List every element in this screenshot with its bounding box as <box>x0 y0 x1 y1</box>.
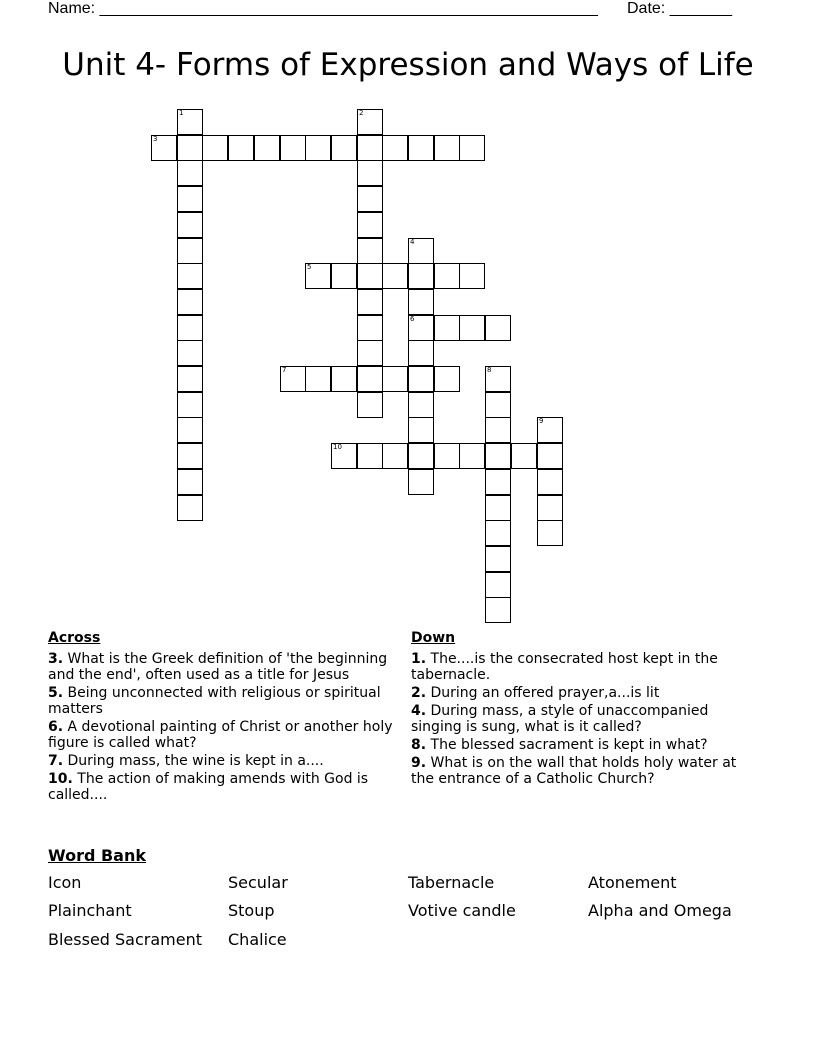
date-line: Date: _______ <box>627 0 732 17</box>
crossword-cell[interactable] <box>459 315 485 341</box>
clue-number: 3. <box>48 651 64 667</box>
crossword-cell[interactable] <box>382 443 408 469</box>
crossword-cell[interactable] <box>537 417 563 443</box>
clue-number: 10 <box>333 443 342 451</box>
word-bank-item: Alpha and Omega <box>588 901 732 920</box>
crossword-cell[interactable] <box>177 135 203 161</box>
word-bank-item: Tabernacle <box>408 873 495 892</box>
crossword-cell[interactable] <box>331 366 357 392</box>
crossword-cell[interactable] <box>459 443 485 469</box>
crossword-cell[interactable] <box>305 135 331 161</box>
clue-number: 6. <box>48 719 64 735</box>
clue-number: 4. <box>411 703 427 719</box>
crossword-cell[interactable] <box>177 392 203 418</box>
crossword-cell[interactable] <box>408 469 434 495</box>
crossword-cell[interactable] <box>485 469 511 495</box>
clue-number: 2 <box>359 109 364 117</box>
crossword-cell[interactable] <box>177 263 203 289</box>
word-bank-item: Votive candle <box>408 901 516 920</box>
clue-item <box>48 753 410 769</box>
crossword-cell[interactable] <box>382 263 408 289</box>
word-bank-item: Icon <box>48 873 82 892</box>
crossword-cell[interactable] <box>331 443 357 469</box>
word-bank-item: Secular <box>228 873 288 892</box>
crossword-cell[interactable] <box>331 263 357 289</box>
across-clue-list <box>48 651 410 803</box>
crossword-cell[interactable] <box>357 263 383 289</box>
crossword-cell[interactable] <box>177 186 203 212</box>
word-bank-item: Chalice <box>228 930 287 949</box>
clue-number: 9. <box>411 755 427 771</box>
page-title: Unit 4- Forms of Expression and Ways of Life <box>62 47 754 83</box>
crossword-cell[interactable] <box>485 520 511 546</box>
clue-number: 5. <box>48 685 64 701</box>
clue-number: 4 <box>410 238 415 246</box>
crossword-cell[interactable] <box>485 315 511 341</box>
across-heading: Across <box>48 630 101 646</box>
clue-item <box>48 771 410 803</box>
down-clues <box>411 628 756 789</box>
crossword-cell[interactable] <box>485 443 511 469</box>
crossword-cell[interactable] <box>357 186 383 212</box>
crossword-cell[interactable] <box>357 289 383 315</box>
word-bank-item: Atonement <box>588 873 677 892</box>
crossword-cell[interactable] <box>177 160 203 186</box>
crossword-cell[interactable] <box>177 212 203 238</box>
crossword-cell[interactable] <box>357 135 383 161</box>
crossword-cell[interactable] <box>177 238 203 264</box>
crossword-cell[interactable] <box>408 417 434 443</box>
clue-item <box>411 755 756 787</box>
clue-item <box>411 703 756 735</box>
crossword-cell[interactable] <box>408 340 434 366</box>
crossword-cell[interactable] <box>408 289 434 315</box>
crossword-cell[interactable] <box>177 315 203 341</box>
crossword-cell[interactable] <box>177 109 203 135</box>
crossword-cell[interactable] <box>511 443 537 469</box>
crossword-cell[interactable] <box>357 366 383 392</box>
crossword-cell[interactable] <box>331 135 357 161</box>
crossword-cell[interactable] <box>357 340 383 366</box>
crossword-cell[interactable] <box>434 443 460 469</box>
crossword-cell[interactable] <box>537 495 563 521</box>
crossword-cell[interactable] <box>177 340 203 366</box>
crossword-cell[interactable] <box>408 263 434 289</box>
crossword-cell[interactable] <box>485 572 511 598</box>
crossword-cell[interactable] <box>177 495 203 521</box>
clue-number: 1 <box>179 109 184 117</box>
crossword-cell[interactable] <box>382 366 408 392</box>
crossword-cell[interactable] <box>305 263 331 289</box>
crossword-cell[interactable] <box>434 366 460 392</box>
crossword-cell[interactable] <box>408 392 434 418</box>
crossword-cell[interactable] <box>202 135 228 161</box>
clue-number: 8 <box>487 366 492 374</box>
clue-number: 7 <box>282 366 287 374</box>
crossword-cell[interactable] <box>357 109 383 135</box>
clue-text: During mass, a style of unaccompanied singing is sung, what is it called? <box>411 703 709 735</box>
clue-text: What is the Greek definition of 'the beginning and the end', often used as a title for Jesus <box>48 651 388 683</box>
clue-item <box>48 719 410 751</box>
crossword-cell[interactable] <box>357 160 383 186</box>
crossword-cell[interactable] <box>537 469 563 495</box>
clue-item <box>48 651 410 683</box>
clue-text: The....is the consecrated host kept in the tabernacle. <box>411 651 718 683</box>
clue-text: The blessed sacrament is kept in what? <box>426 737 708 753</box>
crossword-cell[interactable] <box>485 366 511 392</box>
down-heading: Down <box>411 630 456 646</box>
crossword-cell[interactable] <box>485 417 511 443</box>
clue-number: 2. <box>411 685 427 701</box>
crossword-cell[interactable] <box>537 520 563 546</box>
across-clues <box>48 628 410 805</box>
clue-number: 8. <box>411 737 427 753</box>
clue-number: 1. <box>411 651 427 667</box>
word-bank-item: Blessed Sacrament <box>48 930 203 949</box>
crossword-cell[interactable] <box>434 263 460 289</box>
clue-text: A devotional painting of Christ or another holy figure is called what? <box>48 719 393 751</box>
clue-number: 7. <box>48 753 64 769</box>
crossword-cell[interactable] <box>408 443 434 469</box>
crossword-cell[interactable] <box>434 315 460 341</box>
crossword-cell[interactable] <box>177 289 203 315</box>
clue-text: Being unconnected with religious or spiritual matters <box>48 685 381 717</box>
crossword-cell[interactable] <box>177 366 203 392</box>
crossword-cell[interactable] <box>459 135 485 161</box>
crossword-cell[interactable] <box>485 546 511 572</box>
word-bank-item: Stoup <box>228 901 275 920</box>
crossword-cell[interactable] <box>177 443 203 469</box>
clue-number: 9 <box>539 417 544 425</box>
word-bank-item: Plainchant <box>48 901 132 920</box>
clue-item <box>411 685 756 701</box>
crossword-cell[interactable] <box>357 443 383 469</box>
crossword-cell[interactable] <box>357 315 383 341</box>
crossword-cell[interactable] <box>280 366 306 392</box>
crossword-cell[interactable] <box>357 212 383 238</box>
clue-text: During mass, the wine is kept in a.... <box>63 753 324 769</box>
word-bank-heading: Word Bank <box>48 846 147 865</box>
clue-item <box>48 685 410 717</box>
name-line: Name: ________________________________________________________ <box>48 0 598 17</box>
clue-text: During an offered prayer,a...is lit <box>426 685 660 701</box>
clue-item <box>411 651 756 683</box>
crossword-cell[interactable] <box>459 263 485 289</box>
crossword-cell[interactable] <box>177 417 203 443</box>
crossword-cell[interactable] <box>485 392 511 418</box>
crossword-cell[interactable] <box>280 135 306 161</box>
crossword-cell[interactable] <box>254 135 280 161</box>
crossword-cell[interactable] <box>357 238 383 264</box>
crossword-cell[interactable] <box>485 597 511 623</box>
crossword-cell[interactable] <box>434 135 460 161</box>
crossword-cell[interactable] <box>177 469 203 495</box>
crossword-cell[interactable] <box>408 315 434 341</box>
crossword-cell[interactable] <box>408 238 434 264</box>
clue-number: 5 <box>307 263 312 271</box>
clue-number: 3 <box>153 135 158 143</box>
down-clue-list <box>411 651 756 787</box>
clue-number: 6 <box>410 315 415 323</box>
crossword-cell[interactable] <box>305 366 331 392</box>
clue-number: 10. <box>48 771 73 787</box>
crossword-cell[interactable] <box>485 495 511 521</box>
crossword-cell[interactable] <box>151 135 177 161</box>
crossword-cell[interactable] <box>537 443 563 469</box>
crossword-cell[interactable] <box>228 135 254 161</box>
crossword-cell[interactable] <box>408 135 434 161</box>
clue-text: The action of making amends with God is called.... <box>48 771 369 803</box>
clue-item <box>411 737 756 753</box>
crossword-cell[interactable] <box>357 392 383 418</box>
clue-text: What is on the wall that holds holy water at the entrance of a Catholic Church? <box>411 755 737 787</box>
crossword-cell[interactable] <box>382 135 408 161</box>
crossword-cell[interactable] <box>408 366 434 392</box>
